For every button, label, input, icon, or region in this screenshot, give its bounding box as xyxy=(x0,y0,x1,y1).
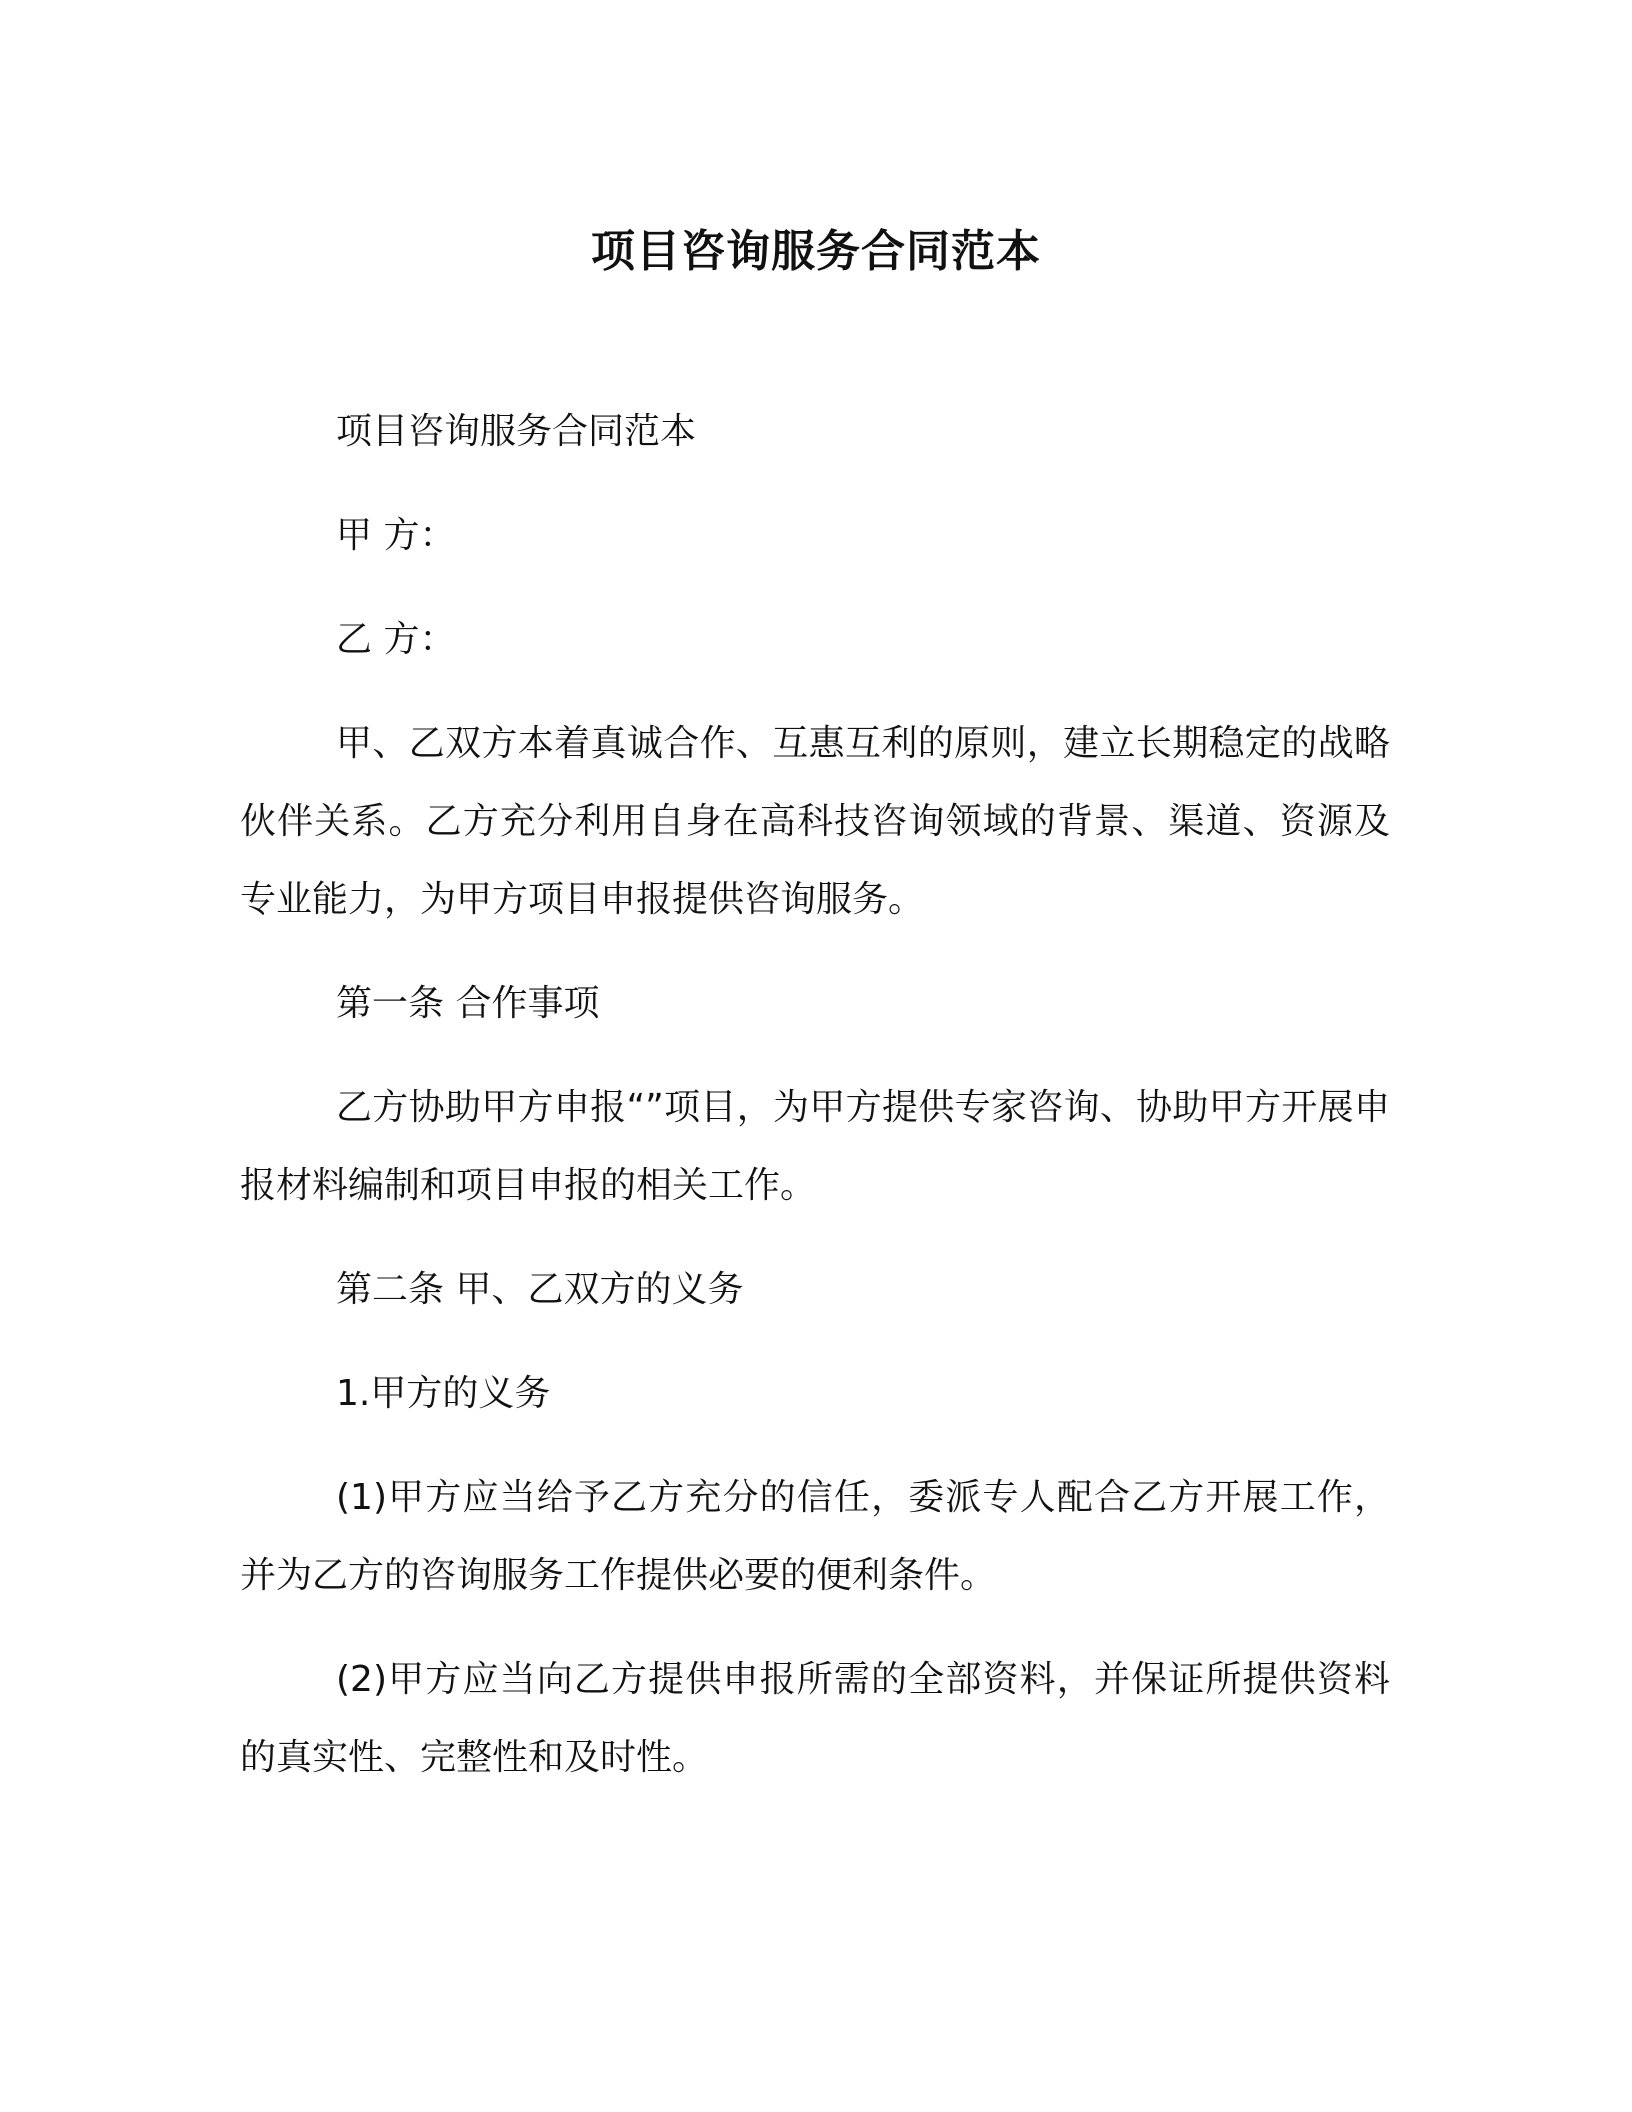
paragraph-article-1-heading: 第一条 合作事项 xyxy=(336,983,600,1024)
paragraph-party-b: 乙 方： xyxy=(336,619,456,660)
paragraph-subtitle: 项目咨询服务合同范本 xyxy=(336,411,697,452)
document-title: 项目咨询服务合同范本 xyxy=(591,226,1041,277)
paragraph-intro: 甲、乙双方本着真诚合作、互惠互利的原则，建立长期稳定的战略伙伴关系。乙方充分利用自身在高科技咨询领域的背景、渠道、资源及专业能力，为甲方项目申报提供咨询服务。 xyxy=(240,723,1390,920)
paragraph-article-1-body: 乙方协助甲方申报“”项目，为甲方提供专家咨询、协助甲方开展申报材料编制和项目申报的相关工作。 xyxy=(240,1087,1390,1206)
paragraph-obligation-2: (2)甲方应当向乙方提供申报所需的全部资料，并保证所提供资料的真实性、完整性和及时性。 xyxy=(240,1659,1390,1778)
paragraph-party-a-obligations-heading: 1.甲方的义务 xyxy=(336,1373,551,1414)
paragraph-article-2-heading: 第二条 甲、乙双方的义务 xyxy=(336,1269,744,1310)
paragraph-party-a: 甲 方： xyxy=(336,515,456,556)
paragraph-obligation-1: (1)甲方应当给予乙方充分的信任，委派专人配合乙方开展工作，并为乙方的咨询服务工作提供必要的便利条件。 xyxy=(240,1477,1390,1596)
document-body xyxy=(240,393,1390,1823)
